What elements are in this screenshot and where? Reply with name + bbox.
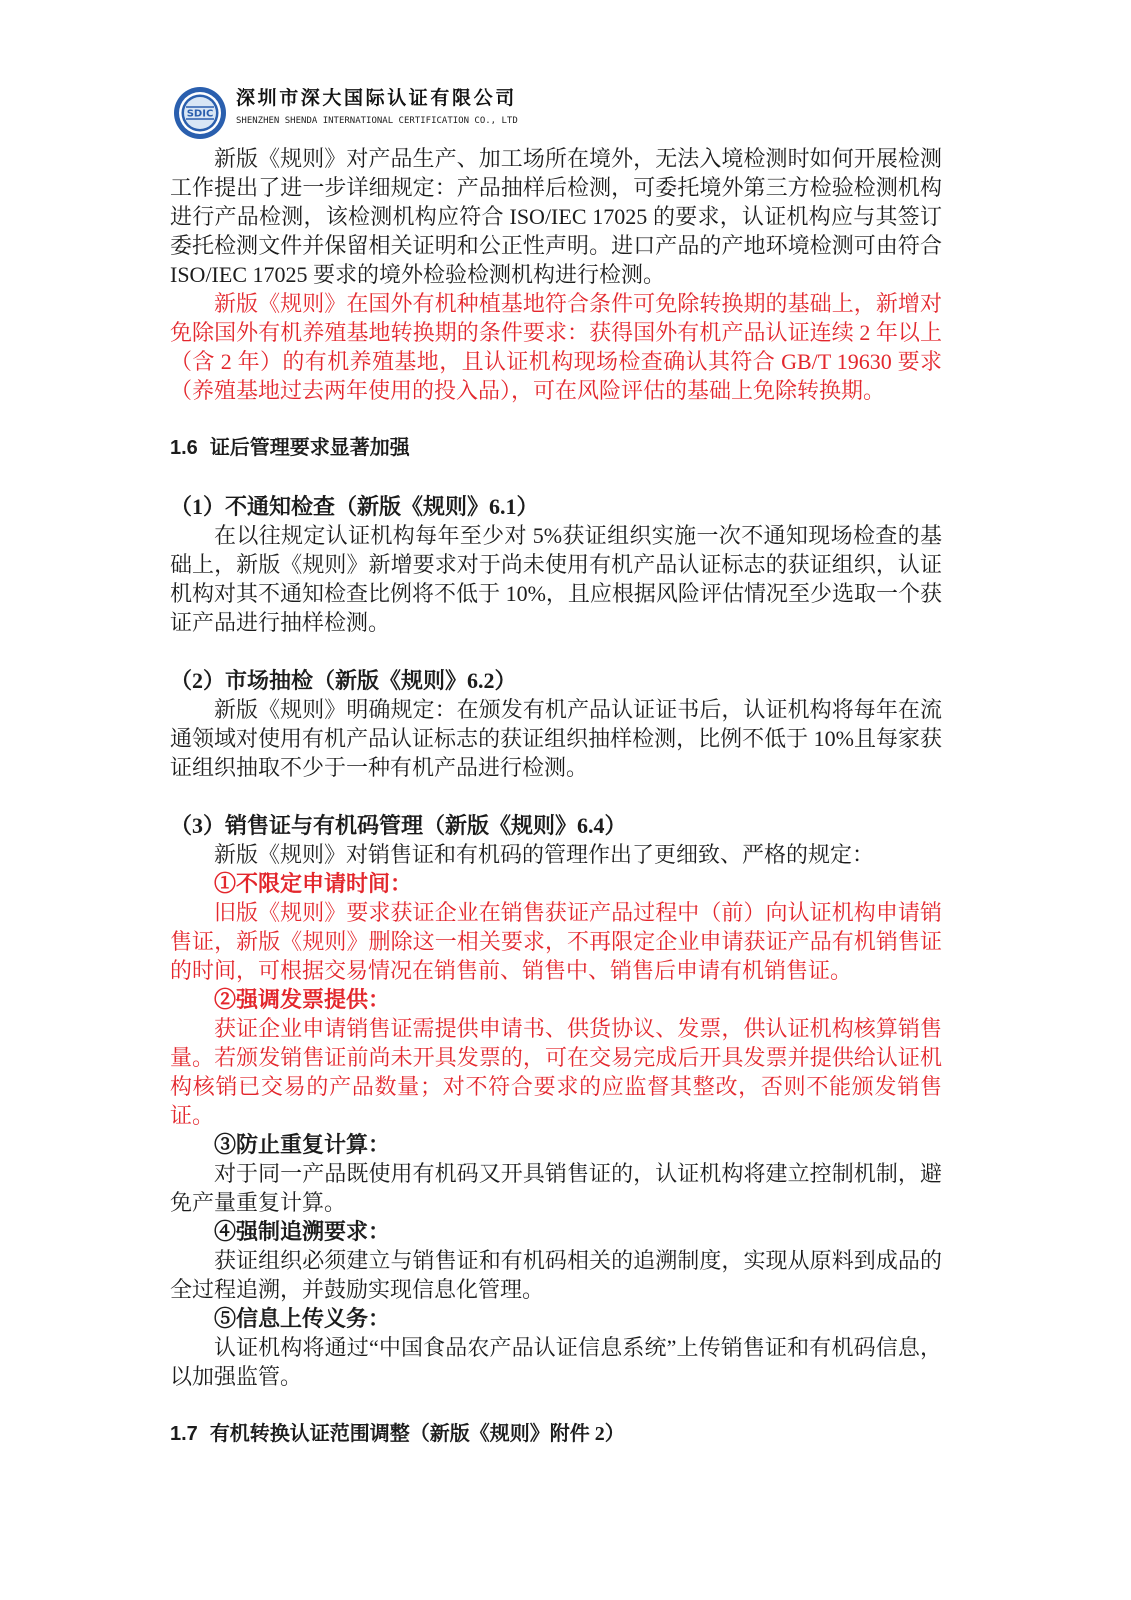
item-label-info-upload: ⑤信息上传义务： xyxy=(214,1306,391,1331)
item-label-double-counting: ③防止重复计算： xyxy=(214,1132,391,1157)
logo-text: SDIC xyxy=(186,108,214,120)
subheading-sales-certificate: （3）销售证与有机码管理（新版《规则》6.4） xyxy=(170,813,627,838)
item-text-double-counting: 对于同一产品既使用有机码又开具销售证的，认证机构将建立控制机制，避免产量重复计算。 xyxy=(170,1161,942,1215)
item-label-traceability: ④强制追溯要求： xyxy=(214,1219,391,1244)
section-heading-1-7 xyxy=(170,1420,942,1449)
paragraph-market-sampling: 新版《规则》明确规定：在颁发有机产品认证证书后，认证机构将每年在流通领域对使用有机产品认证标志的获证组织抽样检测，比例不低于 10%且每家获证组织抽取不少于一种有机产品进行检测。 xyxy=(170,697,942,780)
section-number: 1.6 xyxy=(170,437,198,459)
item-text-invoice: 获证企业申请销售证需提供申请书、供货协议、发票，供认证机构核算销售量。若颁发销售证前尚未开具发票的，可在交易完成后开具发票并提供给认证机构核销已交易的产品数量；对不符合要求的应监督其整改，否则不能颁发销售证。 xyxy=(170,1016,942,1128)
item-text-info-upload: 认证机构将通过“中国食品农产品认证信息系统”上传销售证和有机码信息，以加强监管。 xyxy=(170,1335,942,1389)
paragraph-overseas-testing: 新版《规则》对产品生产、加工场所在境外，无法入境检测时如何开展检测工作提出了进一步详细规定：产品抽样后检测，可委托境外第三方检验检测机构进行产品检测，该检测机构应符合 ISO/IEC 17025 的要求，认证机构应与其签订委托检测文件并保留相关证明和公正性声明。进口产品的产地环境检测可由符合 ISO/IEC 17025 要求的境外检验检测机构进行检测。 xyxy=(170,146,942,287)
letterhead xyxy=(173,86,573,140)
section-heading-1-6 xyxy=(170,434,942,463)
subheading-unannounced-inspection: （1）不通知检查（新版《规则》6.1） xyxy=(170,494,539,519)
paragraph-conversion-exemption: 新版《规则》在国外有机种植基地符合条件可免除转换期的基础上，新增对免除国外有机养殖基地转换期的条件要求：获得国外有机产品认证连续 2 年以上（含 2 年）的有机养殖基地，且认证机构现场检查确认其符合 GB/T 19630 要求（养殖基地过去两年使用的投入品），可在风险评估的基础上免除转换期。 xyxy=(170,291,942,403)
item-text-traceability: 获证组织必须建立与销售证和有机码相关的追溯制度，实现从原料到成品的全过程追溯，并鼓励实现信息化管理。 xyxy=(170,1248,942,1302)
paragraph-sales-certificate-intro: 新版《规则》对销售证和有机码的管理作出了更细致、严格的规定： xyxy=(214,842,875,867)
section-title: 证后管理要求显著加强 xyxy=(209,437,410,459)
item-text-no-time-limit: 旧版《规则》要求获证企业在销售获证产品过程中（前）向认证机构申请销售证，新版《规则》删除这一相关要求，不再限定企业申请获证产品有机销售证的时间，可根据交易情况在销售前、销售中、销售后申请有机销售证。 xyxy=(170,900,942,983)
company-name-en: SHENZHEN SHENDA INTERNATIONAL CERTIFICATION CO., LTD xyxy=(236,116,518,126)
item-label-invoice: ②强调发票提供： xyxy=(214,987,391,1012)
company-logo-icon xyxy=(173,86,227,140)
company-name-cn: 深圳市深大国际认证有限公司 xyxy=(236,87,517,109)
section-title: 有机转换认证范围调整（新版《规则》附件 2） xyxy=(209,1423,625,1445)
subheading-market-sampling: （2）市场抽检（新版《规则》6.2） xyxy=(170,668,517,693)
paragraph-unannounced-inspection: 在以往规定认证机构每年至少对 5%获证组织实施一次不通知现场检查的基础上，新版《规则》新增要求对于尚未使用有机产品认证标志的获证组织，认证机构对其不通知检查比例将不低于 10%，且应根据风险评估情况至少选取一个获证产品进行抽样检测。 xyxy=(170,523,942,635)
document-body xyxy=(170,144,942,1449)
section-number: 1.7 xyxy=(170,1423,198,1445)
item-label-no-time-limit: ①不限定申请时间： xyxy=(214,871,413,896)
